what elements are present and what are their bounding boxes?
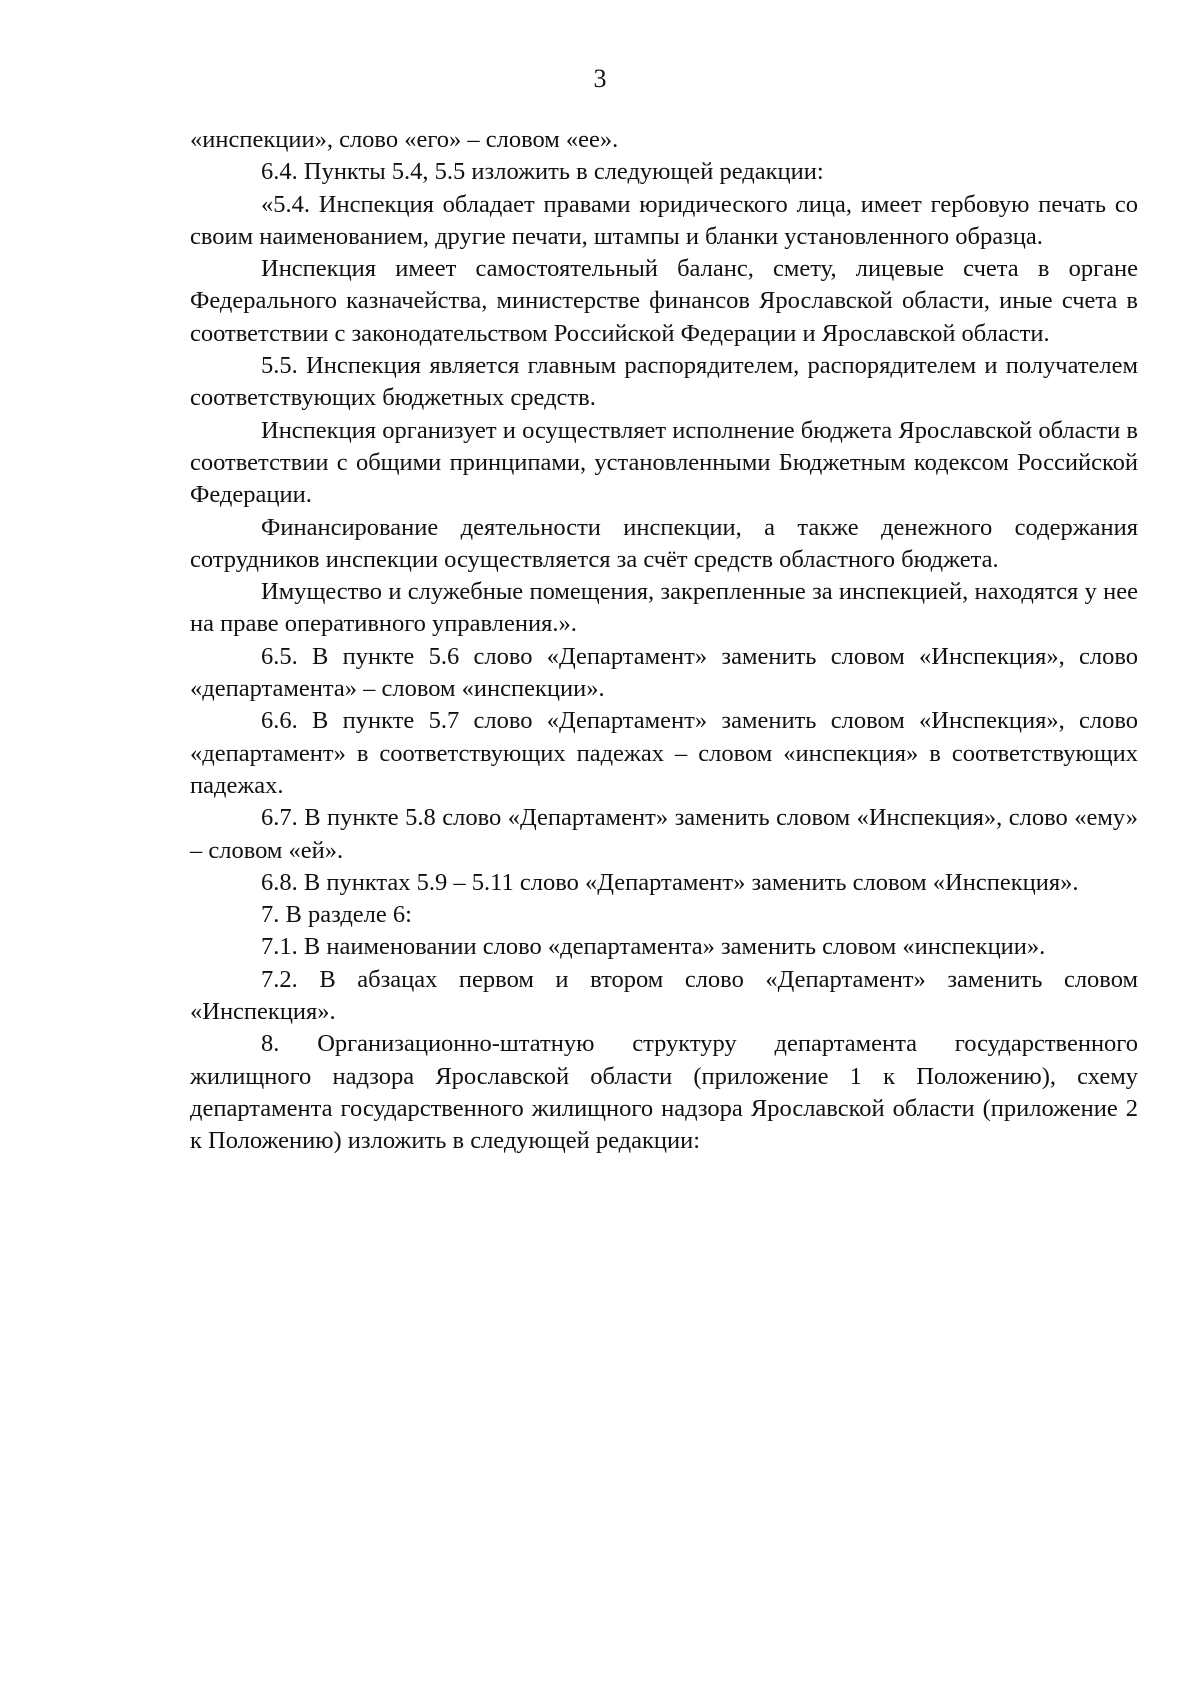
paragraph: 5.5. Инспекция является главным распорядителем, распорядителем и получателем соответствующих бюджетных средств. xyxy=(190,352,1138,412)
paragraph: 8. Организационно-штатную структуру департамента государственного жилищного надзора Ярославской области (приложение 1 к Положению), схему департамента государственного жилищного надзора Ярославской области (приложение 2 к Положению) изложить в следующей редакции: xyxy=(190,1030,1138,1155)
paragraph: 7.1. В наименовании слово «департамента» заменить словом «инспекции». xyxy=(261,933,1046,961)
paragraph: Финансирование деятельности инспекции, а также денежного содержания сотрудников инспекции осуществляется за счёт средств областного бюджета. xyxy=(190,513,1138,573)
paragraph: 6.5. В пункте 5.6 слово «Департамент» заменить словом «Инспекция», слово «департамента» – словом «инспекции». xyxy=(190,642,1138,703)
paragraph: 7. В разделе 6: xyxy=(261,901,412,929)
paragraph: 6.4. Пункты 5.4, 5.5 изложить в следующей редакции: xyxy=(261,158,824,186)
paragraph: Инспекция имеет самостоятельный баланс, смету, лицевые счета в органе Федерального казначейства, министерстве финансов Ярославской области, иные счета в соответствии с законодательством Российской Федерации и Ярославской области. xyxy=(190,255,1138,347)
paragraph: Инспекция организует и осуществляет исполнение бюджета Ярославской области в соответствии с общими принципами, установленными Бюджетным кодексом Российской Федерации. xyxy=(190,416,1138,509)
paragraph: 7.2. В абзацах первом и втором слово «Департамент» заменить словом «Инспекция». xyxy=(190,965,1138,1026)
paragraph: 6.8. В пунктах 5.9 – 5.11 слово «Департамент» заменить словом «Инспекция». xyxy=(261,868,1079,896)
document-body xyxy=(190,124,1138,1158)
page-number: 3 xyxy=(593,64,607,93)
paragraph: Имущество и служебные помещения, закрепленные за инспекцией, находятся у нее на праве оперативного управления.». xyxy=(190,578,1138,638)
paragraph: 6.6. В пункте 5.7 слово «Департамент» заменить словом «Инспекция», слово «департамент» в соответствующих падежах – словом «инспекция» в соответствующих падежах. xyxy=(190,707,1138,799)
paragraph: «5.4. Инспекция обладает правами юридического лица, имеет гербовую печать со своим наименованием, другие печати, штампы и бланки установленного образца. xyxy=(190,190,1138,250)
paragraph: «инспекции», слово «его» – словом «ее». xyxy=(190,126,619,153)
paragraph: 6.7. В пункте 5.8 слово «Департамент» заменить словом «Инспекция», слово «ему» – словом «ей». xyxy=(190,804,1138,864)
